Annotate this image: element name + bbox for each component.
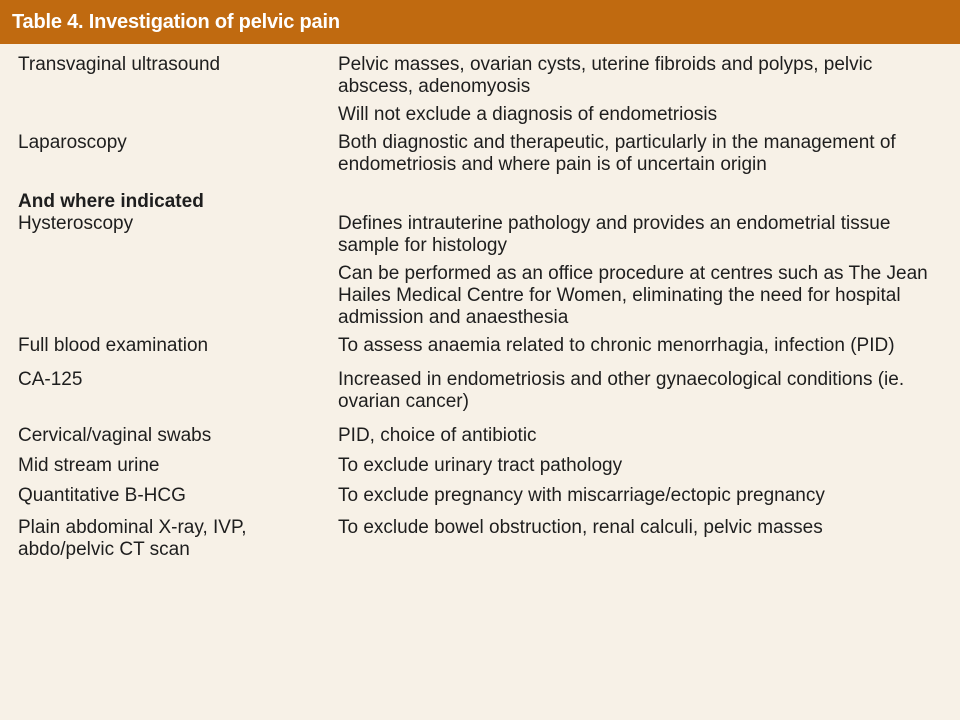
table-row	[0, 132, 960, 176]
investigation-findings	[338, 517, 938, 561]
finding-text: PID, choice of antibiotic	[338, 425, 537, 446]
finding-text: To exclude urinary tract pathology	[338, 455, 623, 476]
investigation-findings	[338, 369, 938, 413]
table-row	[0, 425, 960, 447]
table-title: Table 4. Investigation of pelvic pain	[12, 10, 340, 33]
table-row	[0, 213, 960, 329]
table-title-bar	[0, 0, 960, 44]
investigation-findings	[338, 335, 938, 357]
investigation-name: CA-125	[18, 369, 83, 390]
table-row	[0, 455, 960, 477]
finding-text: Both diagnostic and therapeutic, particularly in the management of endometriosis and where pain is of uncertain origin	[338, 132, 896, 175]
investigation-findings	[338, 455, 938, 477]
investigation-findings	[338, 213, 938, 329]
finding-text: Pelvic masses, ovarian cysts, uterine fibroids and polyps, pelvic abscess, adenomyosis	[338, 54, 873, 97]
table-row	[0, 335, 960, 357]
investigation-findings	[338, 425, 938, 447]
investigation-name: Quantitative B-HCG	[18, 485, 186, 506]
table-row	[0, 485, 960, 507]
finding-text: To exclude bowel obstruction, renal calculi, pelvic masses	[338, 517, 823, 538]
finding-text: Defines intrauterine pathology and provides an endometrial tissue sample for histology	[338, 213, 891, 256]
investigation-name: Hysteroscopy	[18, 213, 134, 234]
investigation-table	[0, 44, 960, 720]
table-row	[0, 517, 960, 561]
investigation-name: Plain abdominal X-ray, IVP, abdo/pelvic CT scan	[18, 517, 247, 560]
investigation-findings	[338, 485, 938, 507]
investigation-findings	[338, 54, 938, 126]
table-row	[0, 369, 960, 413]
investigation-name: Cervical/vaginal swabs	[18, 425, 212, 446]
finding-text: Can be performed as an office procedure at centres such as The Jean Hailes Medical Centre for Women, eliminating the need for hospital admission and anaesthesia	[338, 263, 928, 328]
investigation-name: Transvaginal ultrasound	[18, 54, 221, 75]
finding-text: Increased in endometriosis and other gynaecological conditions (ie. ovarian cancer)	[338, 369, 905, 412]
investigation-findings	[338, 132, 938, 176]
investigation-name: Laparoscopy	[18, 132, 127, 153]
table-subheading: And where indicated	[18, 191, 204, 212]
finding-text: Will not exclude a diagnosis of endometriosis	[338, 104, 718, 125]
investigation-name: Mid stream urine	[18, 455, 160, 476]
finding-text: To exclude pregnancy with miscarriage/ectopic pregnancy	[338, 485, 825, 506]
investigation-name: Full blood examination	[18, 335, 209, 356]
subheading-row	[0, 191, 960, 213]
table-row	[0, 54, 960, 126]
finding-text: To assess anaemia related to chronic menorrhagia, infection (PID)	[338, 335, 895, 356]
